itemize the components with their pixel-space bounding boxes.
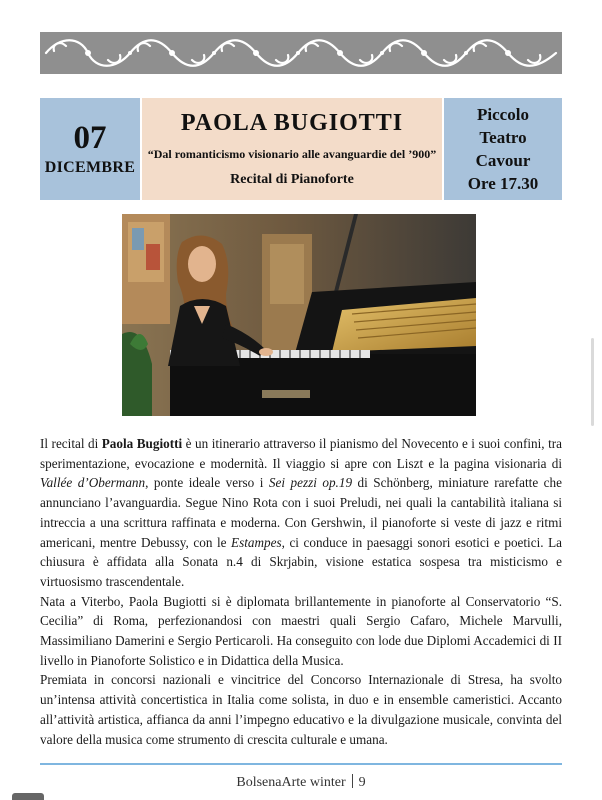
- event-title: PAOLA BUGIOTTI: [180, 110, 404, 136]
- event-date: [40, 98, 140, 200]
- text-run: di Schönberg, miniature rarefatte che annunciano l’avanguardia. Segue Nino Rota con i suoi Preludi, nei quali la cantabilità italiana si intreccia a una scrittura raffinata e moderna. Con Gershwin, il pianoforte si veste di jazz e ritmi americani, mentre Debussy, con le: [40, 475, 562, 550]
- article-body: [40, 434, 562, 749]
- text-run: è un itinerario attraverso il pianismo del Novecento e i suoi confini, tra sperimentazione, evocazione e modernità. Il viaggio si apre con Liszt e la pagina visionaria di: [40, 436, 562, 471]
- article-paragraph: [40, 434, 562, 592]
- article-paragraph: Nata a Viterbo, Paola Bugiotti si è diplomata brillantemente in pianoforte al Conservatorio “S. Cecilia” di Roma, perfezionandosi con maestri quali Sergio Cafaro, Michele Marvulli, Massimiliano Damerini e Sergio Perticaroli. Ha conseguito con lode due Diplomi Accademici di II livello in Pianoforte Solistico e in Didattica della Musica.: [40, 593, 562, 668]
- venue-line: Piccolo: [477, 105, 529, 124]
- page-number: 9: [358, 775, 366, 790]
- viewer-tab-handle[interactable]: [12, 793, 44, 800]
- artist-name: Paola Bugiotti: [101, 436, 183, 451]
- venue-line: Cavour: [475, 151, 531, 170]
- article-paragraph: Premiata in concorsi nazionali e vincitrice del Concorso Internazionale di Stresa, ha svolto un’intensa attività concertistica in Italia come solista, in duo e in ensemble cameristici. Accanto all’attività artistica, affianca da anni l’impegno educativo e la divulgazione musicale, convinta del valore della musica come strumento di crescita culturale e umana.: [40, 672, 562, 747]
- event-type: Recital di Pianoforte: [230, 172, 354, 187]
- work-title: Vallée d’Obermann: [40, 475, 146, 491]
- event-venue: [444, 98, 562, 200]
- footer-separator: [352, 774, 353, 788]
- work-title: Estampes: [231, 534, 282, 550]
- publication-name: BolsenaArte winter: [236, 775, 346, 790]
- event-title-block: [142, 98, 442, 200]
- decorative-ornament-banner: [40, 32, 562, 74]
- event-time: Ore 17.30: [467, 174, 539, 193]
- scrollbar-thumb[interactable]: [591, 338, 594, 426]
- event-month: DICEMBRE: [44, 158, 136, 176]
- text-run: Il recital di: [40, 436, 102, 451]
- venue-line: Teatro: [479, 128, 527, 147]
- event-header: [40, 98, 562, 200]
- event-day: 07: [73, 119, 107, 156]
- pianist-photo: [122, 214, 476, 416]
- text-run: , ci conduce in paesaggi sonori esotici e poetici. La chiusura è affidata alla Sonata n.4 di Skrjabin, visione estatica sospesa tra misticismo e virtuosismo trascendentale.: [40, 534, 562, 589]
- event-subtitle: “Dal romanticismo visionario alle avanguardie del ’900”: [147, 147, 437, 161]
- work-title: Sei pezzi op.19: [268, 475, 353, 491]
- page-footer: [0, 774, 602, 791]
- footer-divider: [40, 763, 562, 765]
- text-run: , ponte ideale verso i: [145, 475, 269, 491]
